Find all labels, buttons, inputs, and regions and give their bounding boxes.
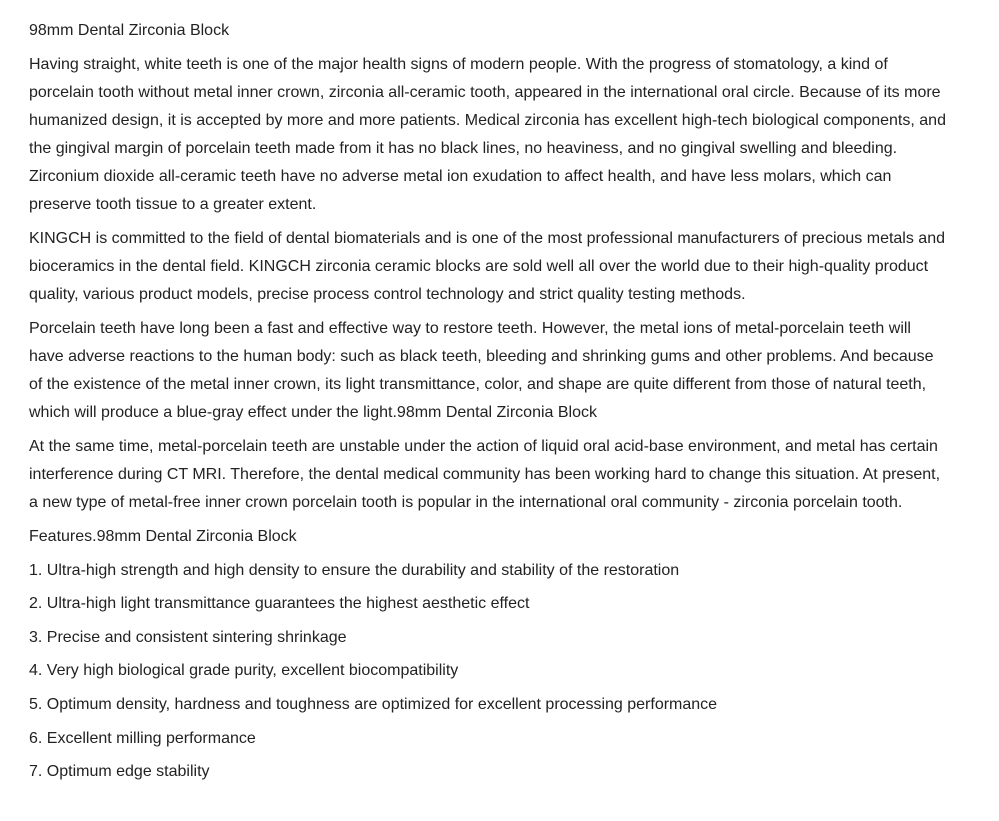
feature-item: 4. Very high biological grade purity, excellent biocompatibility [29,662,459,680]
paragraph-kingch: KINGCH is committed to the field of dental biomaterials and is one of the most professional manufacturers of precious metals and bioceramics in the dental field. KINGCH zirconia ceramic blocks are sold well all over the world due to their high-quality product quality, various product models, precise process control technology and strict quality testing methods. [29,230,945,303]
features-heading: Features.98mm Dental Zirconia Block [29,528,297,545]
paragraph-porcelain-teeth: Porcelain teeth have long been a fast and effective way to restore teeth. However, the metal ions of metal-porcelain teeth will have adverse reactions to the human body: such as black teeth, bleeding and shrinking gums and other problems. And because of the existence of the metal inner crown, its light transmittance, color, and shape are quite different from those of natural teeth, which will produce a blue-gray effect under the light.98mm Dental Zirconia Block [29,320,934,421]
paragraph-intro: Having straight, white teeth is one of the major health signs of modern people. With the progress of stomatology, a kind of porcelain tooth without metal inner crown, zirconia all-ceramic tooth, appeared in the international oral circle. Because of its more humanized design, it is accepted by more and more patients. Medical zirconia has excellent high-tech biological components, and the gingival margin of porcelain teeth made from it has no black lines, no heaviness, and no gingival swelling and bleeding. Zirconium dioxide all-ceramic teeth have no adverse metal ion exudation to affect health, and have less molars, which can preserve tooth tissue to a greater extent. [29,56,946,213]
paragraph-metal-porcelain: At the same time, metal-porcelain teeth are unstable under the action of liquid oral acid-base environment, and metal has certain interference during CT MRI. Therefore, the dental medical community has been working hard to change this situation. At present, a new type of metal-free inner crown porcelain tooth is popular in the international oral community - zirconia porcelain tooth. [29,438,941,511]
feature-item: 7. Optimum edge stability [29,763,210,781]
feature-item: 1. Ultra-high strength and high density to ensure the durability and stability of the restoration [29,561,680,579]
feature-item: 5. Optimum density, hardness and toughness are optimized for excellent processing performance [29,695,718,713]
feature-item: 3. Precise and consistent sintering shrinkage [29,628,347,646]
article-body [29,17,949,792]
feature-item: 6. Excellent milling performance [29,729,256,747]
feature-item: 2. Ultra-high light transmittance guarantees the highest aesthetic effect [29,595,530,613]
article-title: 98mm Dental Zirconia Block [29,22,230,39]
